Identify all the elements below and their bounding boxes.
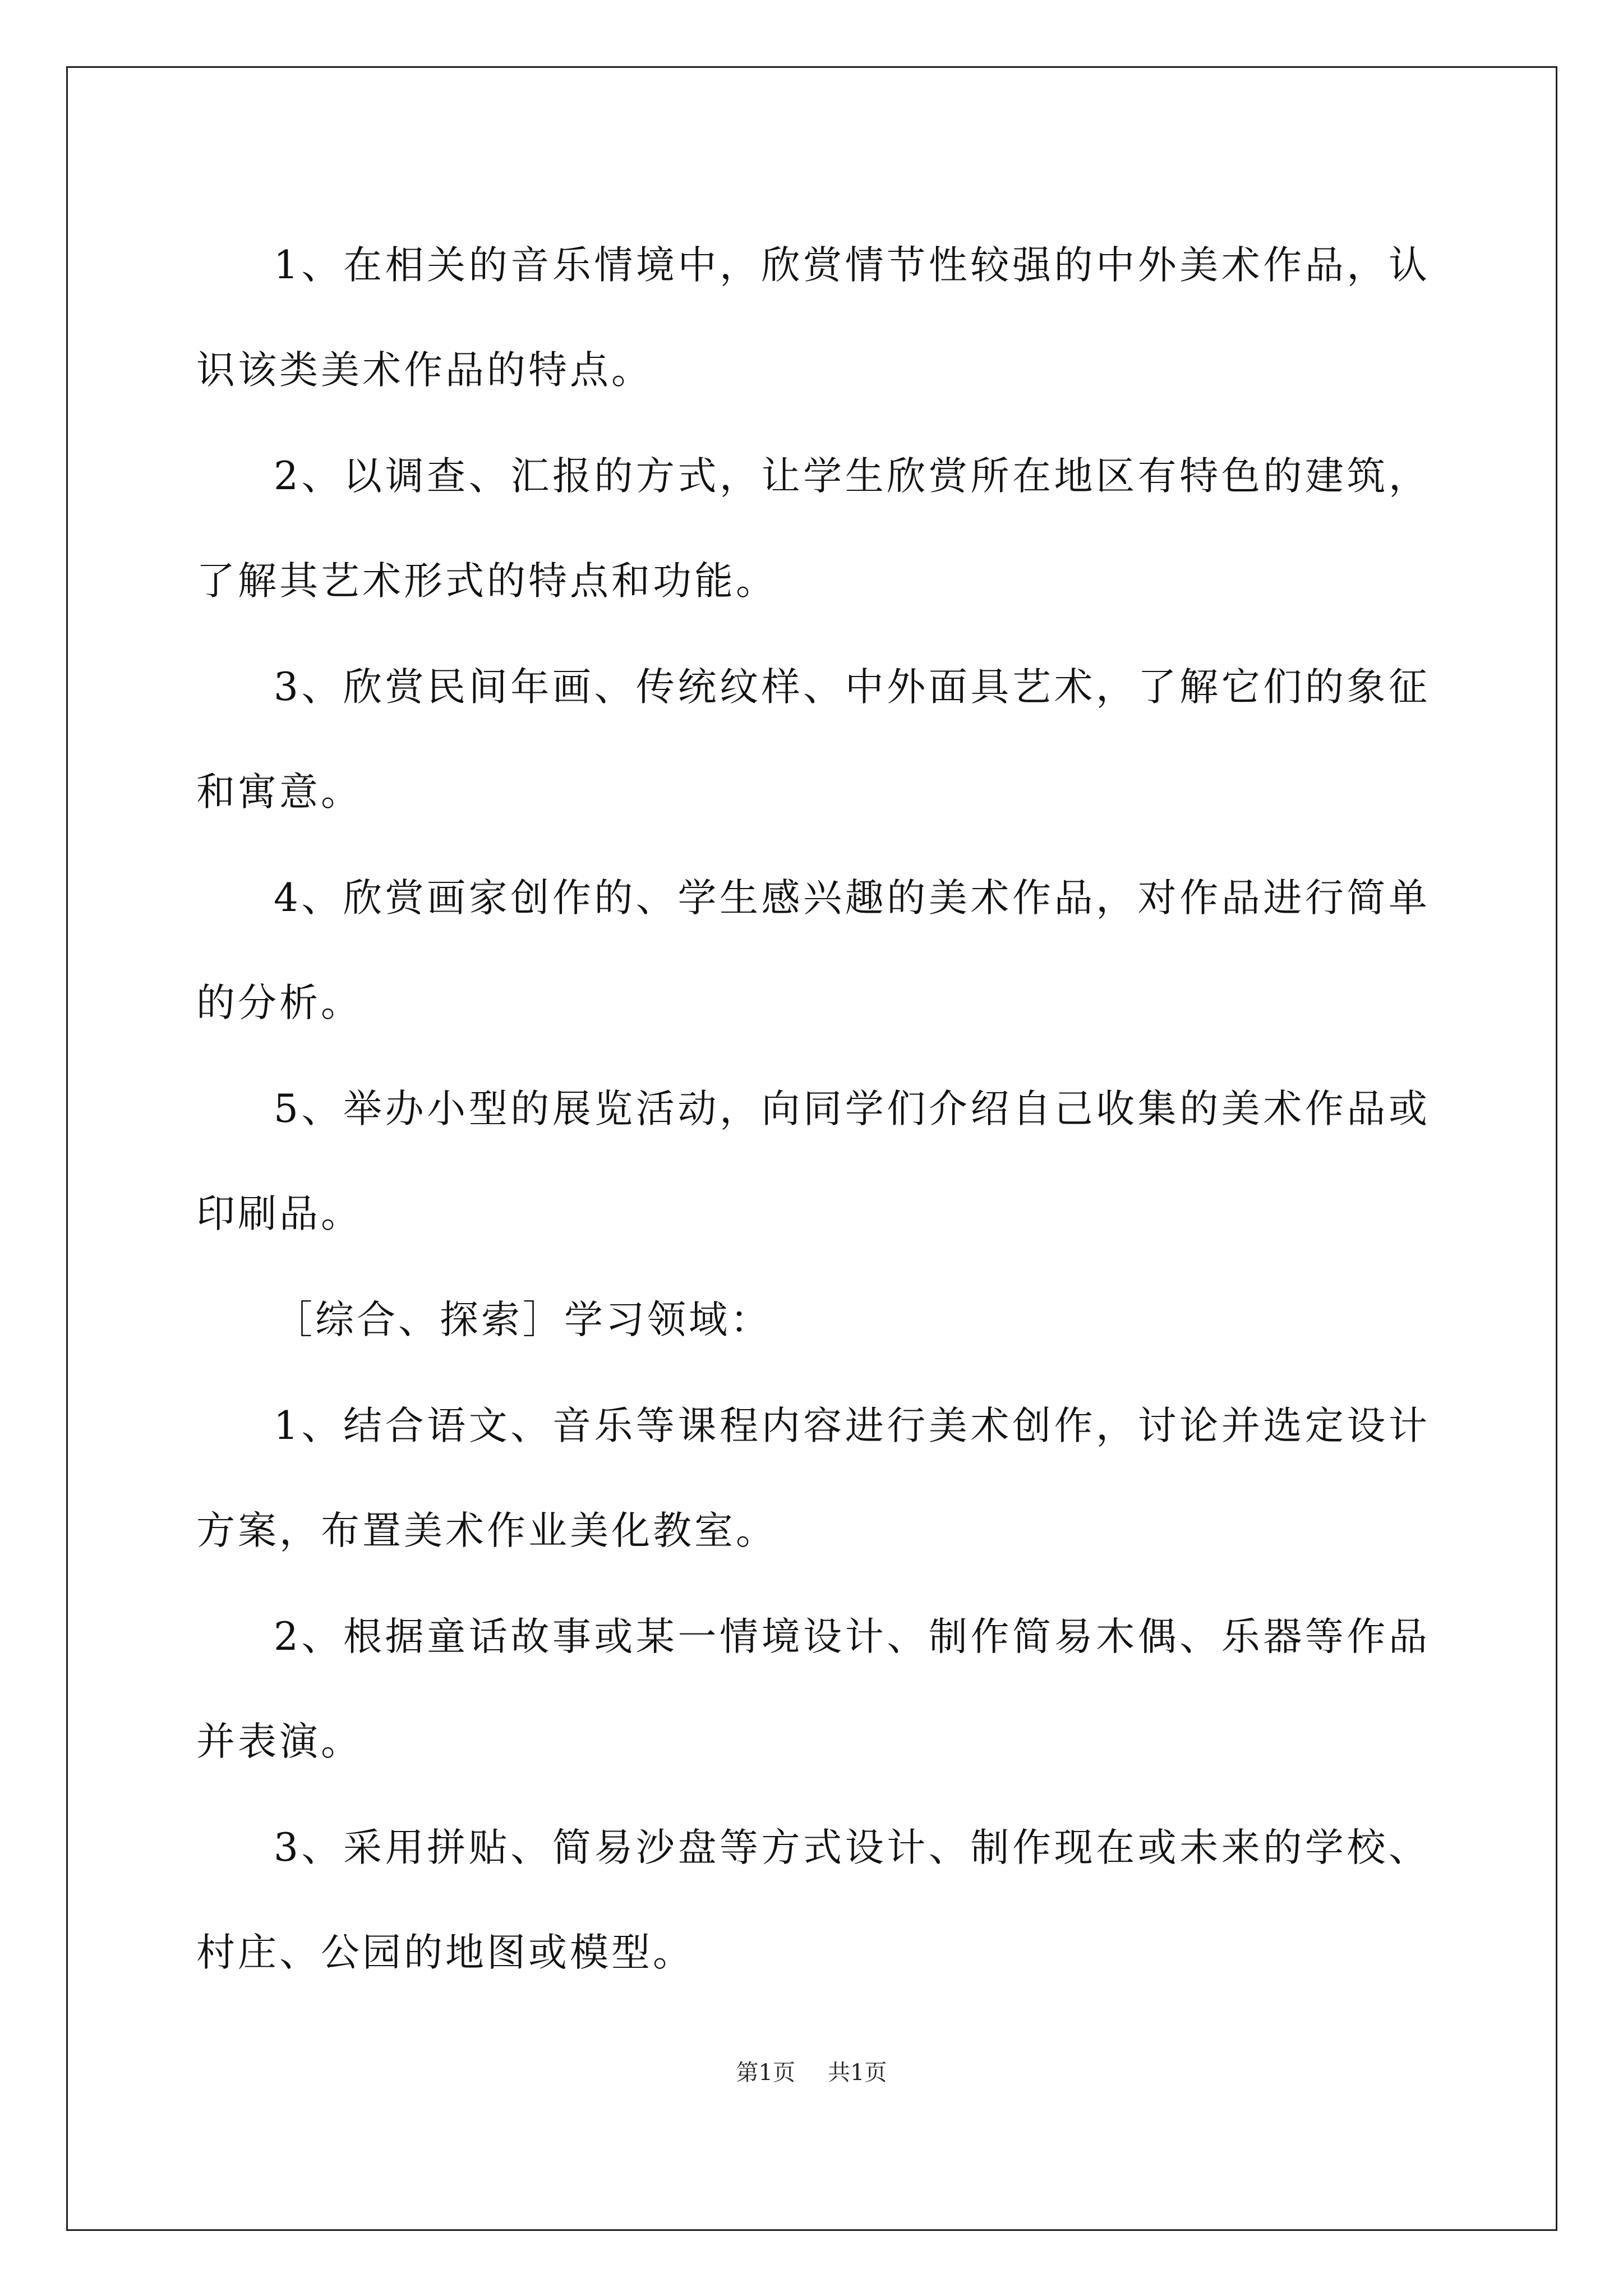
paragraph-3: 3、欣赏民间年画、传统纹样、中外面具艺术，了解它们的象征和寓意。	[196, 665, 1430, 815]
paragraph-6: 1、结合语文、音乐等课程内容进行美术创作，讨论并选定设计方案，布置美术作业美化教室。	[196, 1404, 1430, 1553]
paragraph-8: 3、采用拼贴、简易沙盘等方式设计、制作现在或未来的学校、村庄、公园的地图或模型。	[196, 1825, 1430, 1975]
paragraph-5: 5、举办小型的展览活动，向同学们介绍自己收集的美术作品或印刷品。	[196, 1087, 1430, 1236]
paragraph-2: 2、以调查、汇报的方式，让学生欣赏所在地区有特色的建筑，了解其艺术形式的特点和功能。	[196, 454, 1430, 604]
page-number-current: 第1页	[736, 2060, 795, 2086]
paragraph-4: 4、欣赏画家创作的、学生感兴趣的美术作品，对作品进行简单的分析。	[196, 876, 1430, 1025]
paragraph-7: 2、根据童话故事或某一情境设计、制作简易木偶、乐器等作品并表演。	[196, 1614, 1430, 1764]
page-number-total: 共1页	[828, 2060, 887, 2086]
section-heading: ［综合、探索］学习领域：	[274, 1297, 772, 1342]
paragraph-1: 1、在相关的音乐情境中，欣赏情节性较强的中外美术作品，认识该类美术作品的特点。	[196, 243, 1430, 393]
document-body	[196, 213, 1430, 2007]
page-footer	[0, 2056, 1623, 2090]
